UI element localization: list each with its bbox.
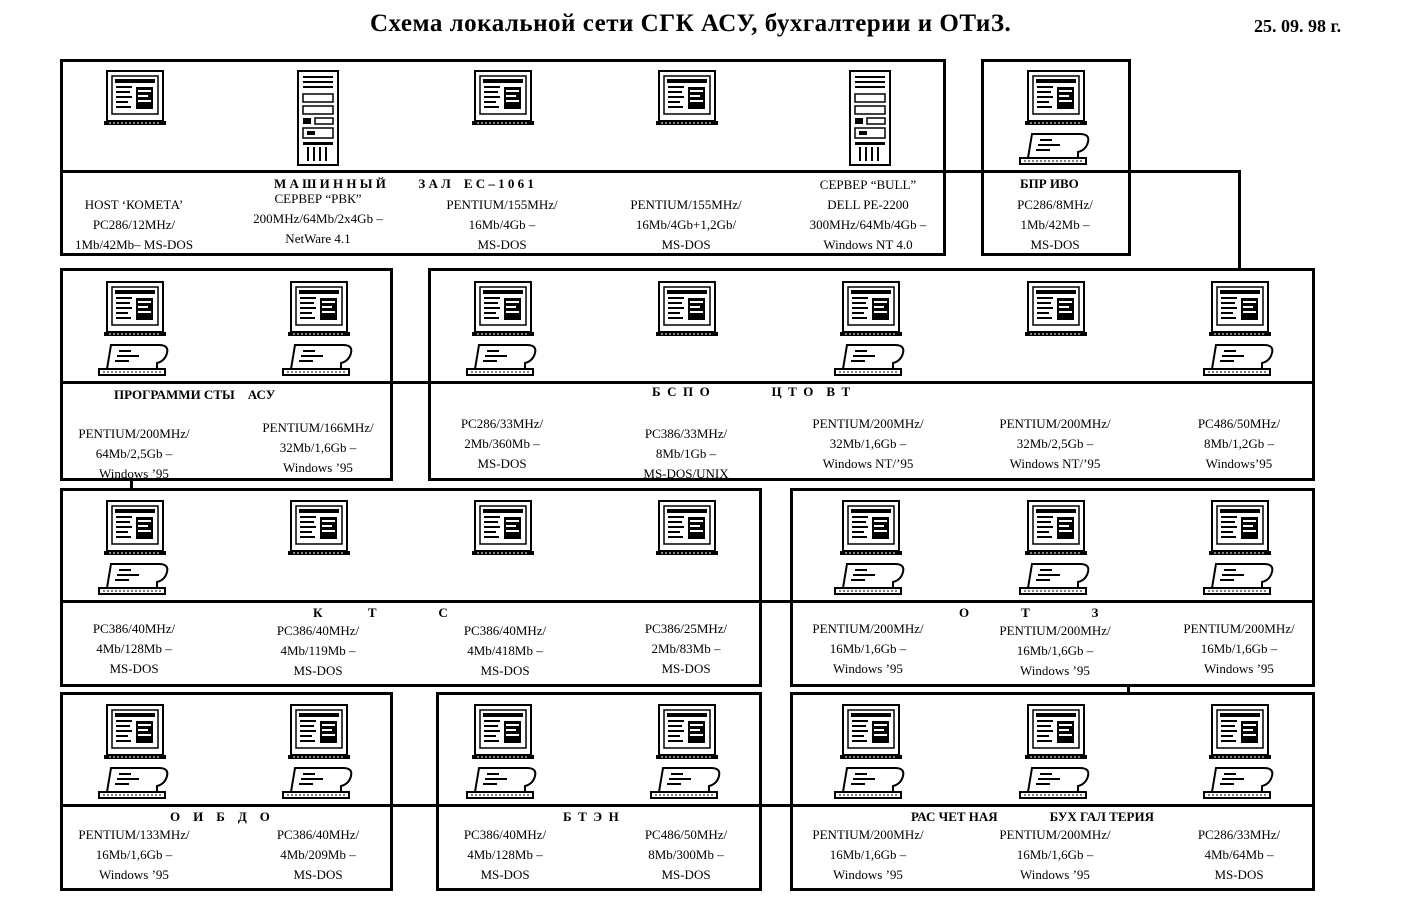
device-spec-line: Windows ’95 bbox=[1020, 663, 1090, 678]
computer-with-printer-icon bbox=[835, 500, 905, 596]
device-spec-line: MS-DOS bbox=[480, 663, 530, 678]
device-spec-line: СЕРВЕР “BULL” bbox=[819, 177, 917, 192]
device-spec-line: 32Mb/2,5Gb – bbox=[1016, 436, 1094, 451]
section-oibdo: О И Б Д О bbox=[170, 809, 270, 824]
device-spec-line: 4Mb/128Mb – bbox=[467, 847, 543, 862]
device-spec-line: PENTIUM/155MHz/ bbox=[446, 197, 558, 212]
device-spec-line: 2Mb/83Mb – bbox=[651, 641, 721, 656]
device-spec-label bbox=[253, 189, 383, 249]
device-spec-label bbox=[464, 825, 546, 885]
device-spec-line: 8Mb/300Mb – bbox=[648, 847, 724, 862]
device-spec-line: PENTIUM/200MHz/ bbox=[812, 621, 924, 636]
computer-monitor-icon bbox=[1024, 281, 1086, 337]
computer-with-printer-icon bbox=[99, 704, 169, 800]
device-spec-line: Windows ’95 bbox=[1020, 867, 1090, 882]
device-spec-line: PENTIUM/200MHz/ bbox=[78, 426, 190, 441]
device-spec-label bbox=[446, 195, 557, 255]
device-spec-label bbox=[1017, 195, 1093, 255]
device-spec-line: 4Mb/64Mb – bbox=[1204, 847, 1274, 862]
device-spec-line: 200MHz/64Mb/2x4Gb – bbox=[253, 211, 383, 226]
device-spec-line: PENTIUM/200MHz/ bbox=[999, 416, 1111, 431]
device-spec-label bbox=[262, 418, 373, 478]
device-spec-line: 4Mb/418Mb – bbox=[467, 643, 543, 658]
device-spec-label bbox=[277, 825, 359, 885]
device-spec-line: MS-DOS bbox=[661, 867, 711, 882]
device-spec-line: Windows NT/’95 bbox=[822, 456, 914, 471]
device-spec-line: PC486/50MHz/ bbox=[644, 827, 728, 842]
device-spec-line: 4Mb/209Mb – bbox=[280, 847, 356, 862]
device-spec-line: PC386/40MHz/ bbox=[463, 623, 547, 638]
device-spec-label bbox=[999, 414, 1110, 474]
device-spec-label bbox=[812, 619, 923, 679]
device-spec-line: MS-DOS bbox=[661, 661, 711, 676]
device-spec-label bbox=[643, 424, 728, 484]
computer-with-printer-icon bbox=[835, 704, 905, 800]
bus-line-4 bbox=[60, 804, 1315, 807]
device-spec-label bbox=[1183, 619, 1294, 679]
device-spec-label bbox=[277, 621, 359, 681]
computer-monitor-icon bbox=[655, 70, 717, 126]
device-spec-line: Windows ’95 bbox=[99, 867, 169, 882]
section-otiz: О Т З bbox=[959, 605, 1099, 620]
device-spec-line: Windows’95 bbox=[1205, 456, 1273, 471]
device-spec-line: PENTIUM/155MHz/ bbox=[630, 197, 742, 212]
device-spec-line: DELL PE-2200 bbox=[827, 197, 909, 212]
device-spec-line: MS-DOS bbox=[661, 237, 711, 252]
connector-right bbox=[1238, 170, 1241, 270]
computer-with-printer-icon bbox=[835, 281, 905, 377]
bus-line-3 bbox=[60, 600, 1315, 603]
computer-with-printer-icon bbox=[467, 281, 537, 377]
device-spec-line: 64Mb/2,5Gb – bbox=[95, 446, 173, 461]
device-spec-line: 8Mb/1Gb – bbox=[655, 446, 717, 461]
device-spec-line: PC286/8MHz/ bbox=[1017, 197, 1093, 212]
device-spec-line: Windows NT/’95 bbox=[1009, 456, 1101, 471]
computer-with-printer-icon bbox=[1020, 704, 1090, 800]
device-spec-line: 300MHz/64Mb/4Gb – bbox=[809, 217, 927, 232]
diagram-date: 25. 09. 98 г. bbox=[1254, 16, 1342, 36]
device-spec-line: MS-DOS/UNIX bbox=[643, 466, 729, 481]
device-spec-line: PC386/40MHz/ bbox=[276, 623, 360, 638]
device-spec-line: 1Mb/42Mb – bbox=[1020, 217, 1090, 232]
device-spec-line: 4Mb/119Mb – bbox=[280, 643, 356, 658]
device-spec-line: Windows ’95 bbox=[1204, 661, 1274, 676]
section-bten: Б Т Э Н bbox=[563, 809, 619, 824]
device-spec-label bbox=[1198, 825, 1280, 885]
device-spec-label bbox=[461, 414, 543, 474]
computer-with-printer-icon bbox=[1204, 704, 1274, 800]
device-spec-line: NetWare 4.1 bbox=[285, 231, 351, 246]
device-spec-line: PC486/50MHz/ bbox=[1197, 416, 1281, 431]
device-spec-line: PENTIUM/200MHz/ bbox=[999, 827, 1111, 842]
device-spec-line: 16Mb/1,6Gb – bbox=[1200, 641, 1278, 656]
device-spec-line: PENTIUM/133MHz/ bbox=[78, 827, 190, 842]
device-spec-line: PC286/12MHz/ bbox=[92, 217, 176, 232]
device-spec-line: 32Mb/1,6Gb – bbox=[829, 436, 907, 451]
computer-with-printer-icon bbox=[1020, 70, 1090, 166]
device-spec-line: PENTIUM/200MHz/ bbox=[812, 416, 924, 431]
computer-with-printer-icon bbox=[283, 281, 353, 377]
device-spec-label bbox=[75, 195, 193, 255]
server-icon bbox=[297, 70, 339, 166]
section-bpr-ivo: БПР ИВО bbox=[1020, 176, 1079, 191]
device-spec-line: PC386/33MHz/ bbox=[644, 426, 728, 441]
device-spec-label bbox=[999, 825, 1110, 885]
computer-with-printer-icon bbox=[467, 704, 537, 800]
device-spec-label bbox=[78, 424, 189, 484]
bus-line-1 bbox=[60, 170, 1241, 173]
device-spec-line: Windows ’95 bbox=[99, 466, 169, 481]
device-spec-line: 16Mb/1,6Gb – bbox=[1016, 847, 1094, 862]
device-spec-line: Windows ’95 bbox=[283, 460, 353, 475]
device-spec-line: 4Mb/128Mb – bbox=[96, 641, 172, 656]
computer-with-printer-icon bbox=[1204, 500, 1274, 596]
device-spec-label bbox=[645, 825, 727, 885]
device-spec-line: Windows ’95 bbox=[833, 661, 903, 676]
section-accounting: РАС ЧЕТ НАЯ БУХ ГАЛ ТЕРИЯ bbox=[911, 809, 1154, 824]
section-machine-room: М А Ш И Н Н Ы Й З А Л Е С – 1 0 6 1 bbox=[274, 176, 534, 191]
device-spec-line: MS-DOS bbox=[109, 661, 159, 676]
device-spec-line: 16Mb/4Gb+1,2Gb/ bbox=[635, 217, 737, 232]
device-spec-line: СЕРВЕР “РВК” bbox=[274, 191, 362, 206]
device-spec-line: PENTIUM/200MHz/ bbox=[812, 827, 924, 842]
computer-monitor-icon bbox=[103, 70, 165, 126]
device-spec-label bbox=[464, 621, 546, 681]
device-spec-line: PENTIUM/200MHz/ bbox=[1183, 621, 1295, 636]
device-spec-line: MS-DOS bbox=[480, 867, 530, 882]
device-spec-line: 2Mb/360Mb – bbox=[464, 436, 540, 451]
device-spec-label bbox=[630, 195, 741, 255]
device-spec-line: PC386/40MHz/ bbox=[276, 827, 360, 842]
device-spec-line: Windows ’95 bbox=[833, 867, 903, 882]
computer-with-printer-icon bbox=[1204, 281, 1274, 377]
device-spec-line: 16Mb/1,6Gb – bbox=[95, 847, 173, 862]
device-spec-label bbox=[999, 621, 1110, 681]
computer-monitor-icon bbox=[655, 500, 717, 556]
device-spec-line: 32Mb/1,6Gb – bbox=[279, 440, 357, 455]
device-spec-line: 16Mb/1,6Gb – bbox=[1016, 643, 1094, 658]
computer-monitor-icon bbox=[287, 500, 349, 556]
diagram-title: Схема локальной сети СГК АСУ, бухгалтерии и ОТиЗ. bbox=[370, 10, 1012, 37]
computer-monitor-icon bbox=[655, 281, 717, 337]
device-spec-label bbox=[810, 175, 927, 255]
device-spec-line: 8Mb/1,2Gb – bbox=[1203, 436, 1275, 451]
device-spec-line: MS-DOS bbox=[1030, 237, 1080, 252]
device-spec-line: Windows NT 4.0 bbox=[823, 237, 913, 252]
section-bspo: Б С П О Ц Т О В Т bbox=[652, 384, 851, 399]
device-spec-label bbox=[645, 619, 727, 679]
section-kts: К Т С bbox=[313, 605, 448, 620]
device-spec-line: MS-DOS bbox=[477, 237, 527, 252]
device-spec-line: PC386/40MHz/ bbox=[463, 827, 547, 842]
computer-with-printer-icon bbox=[651, 704, 721, 800]
device-spec-line: 16Mb/4Gb – bbox=[468, 217, 536, 232]
server-icon bbox=[849, 70, 891, 166]
device-spec-line: 1Mb/42Mb– MS-DOS bbox=[74, 237, 194, 252]
device-spec-label bbox=[93, 619, 175, 679]
device-spec-line: MS-DOS bbox=[1214, 867, 1264, 882]
device-spec-line: PC286/33MHz/ bbox=[1197, 827, 1281, 842]
computer-with-printer-icon bbox=[1020, 500, 1090, 596]
connector-otiz-accounting bbox=[1127, 685, 1130, 694]
computer-monitor-icon bbox=[471, 500, 533, 556]
device-spec-line: MS-DOS bbox=[477, 456, 527, 471]
section-programmers: ПРОГРАММИ СТЫ АСУ bbox=[114, 387, 276, 402]
device-spec-line: PC386/25MHz/ bbox=[644, 621, 728, 636]
device-spec-label bbox=[812, 825, 923, 885]
device-spec-line: PC286/33MHz/ bbox=[460, 416, 544, 431]
device-spec-line: 16Mb/1,6Gb – bbox=[829, 847, 907, 862]
computer-with-printer-icon bbox=[99, 281, 169, 377]
device-spec-line: 16Mb/1,6Gb – bbox=[829, 641, 907, 656]
device-spec-label bbox=[78, 825, 189, 885]
device-spec-line: PENTIUM/166MHz/ bbox=[262, 420, 374, 435]
device-spec-label bbox=[812, 414, 923, 474]
device-spec-line: PC386/40MHz/ bbox=[92, 621, 176, 636]
computer-with-printer-icon bbox=[99, 500, 169, 596]
device-spec-line: HOST ‘КОМЕТА’ bbox=[84, 197, 184, 212]
device-spec-line: MS-DOS bbox=[293, 867, 343, 882]
computer-with-printer-icon bbox=[283, 704, 353, 800]
device-spec-label bbox=[1198, 414, 1280, 474]
device-spec-line: MS-DOS bbox=[293, 663, 343, 678]
device-spec-line: PENTIUM/200MHz/ bbox=[999, 623, 1111, 638]
computer-monitor-icon bbox=[471, 70, 533, 126]
